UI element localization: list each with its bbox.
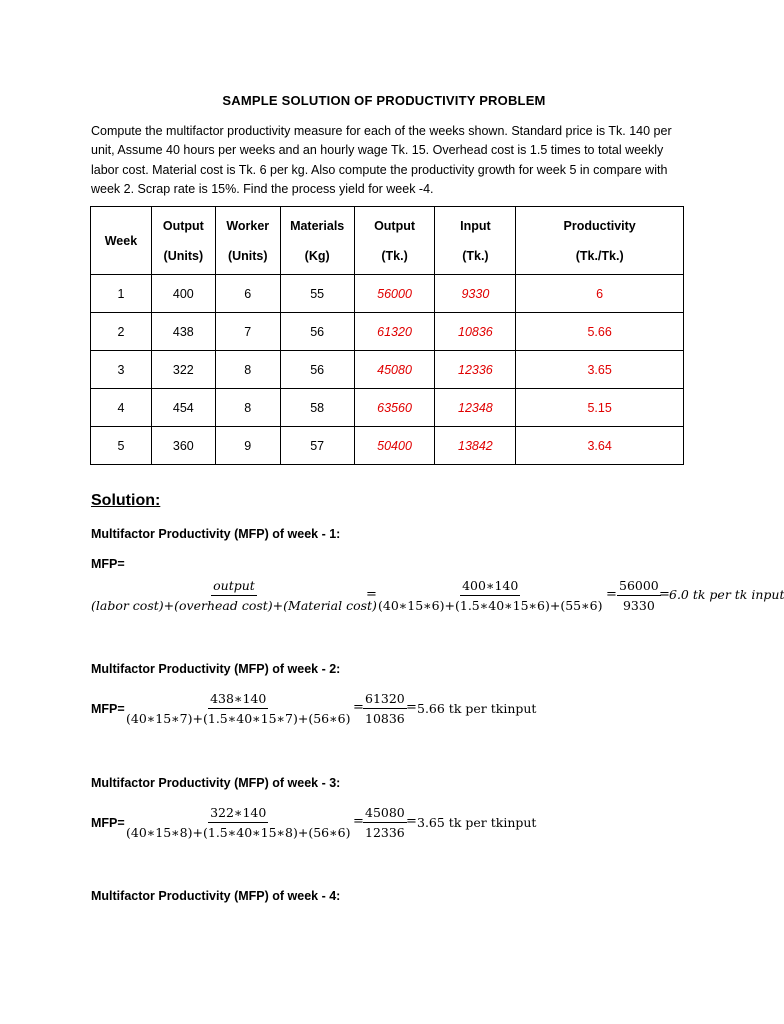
week3-label: Multifactor Productivity (MFP) of week - 3: [91, 776, 341, 790]
cell-input-tk: 12348 [435, 389, 516, 427]
week2-label: Multifactor Productivity (MFP) of week - 2: [91, 662, 341, 676]
productivity-table [90, 206, 684, 465]
week3-sub-numerator: 322∗140 [208, 805, 268, 823]
problem-statement: Compute the multifactor productivity measure for each of the weeks shown. Standard price is Tk. 140 per unit, Assume 40 hours per weeks and an hourly wage Tk. 15. Overhead cost is 1.5 times to total weekly labor cost. Material cost is Tk. 6 per kg. Also compute the productivity growth for week 5 in compare with week 2. Scrap rate is 15%. Find the process yield for week -4. [91, 124, 672, 197]
cell-materials: 56 [280, 313, 354, 351]
table-row [91, 313, 684, 351]
week1-res-denominator: 9330 [622, 598, 655, 613]
week2-substituted-fraction [124, 691, 352, 726]
cell-units: 360 [151, 427, 215, 465]
cell-worker: 7 [215, 313, 280, 351]
cell-materials: 55 [280, 275, 354, 313]
week1-result-fraction [617, 578, 661, 613]
equals-sign: = [353, 814, 364, 829]
week3-res-numerator: 45080 [363, 805, 407, 823]
equals-sign: = [353, 700, 364, 715]
table-row [91, 389, 684, 427]
equals-sign: = [659, 587, 670, 602]
table-row [91, 427, 684, 465]
week2-sub-denominator: (40∗15∗7)+(1.5∗40∗15∗7)+(56∗6) [126, 711, 351, 726]
week2-result-fraction [363, 691, 407, 726]
week1-res-numerator: 56000 [617, 578, 661, 596]
week3-result-fraction [363, 805, 407, 840]
header-output-tk: Output (Tk.) [354, 207, 435, 275]
cell-week: 5 [91, 427, 152, 465]
cell-units: 400 [151, 275, 215, 313]
week1-sub-numerator: 400∗140 [460, 578, 520, 596]
week2-sub-numerator: 438∗140 [208, 691, 268, 709]
cell-materials: 57 [280, 427, 354, 465]
week1-mfp-prefix: MFP= [91, 557, 125, 571]
week1-label: Multifactor Productivity (MFP) of week - 1: [91, 527, 341, 541]
equals-sign: = [366, 587, 377, 602]
cell-productivity: 5.15 [516, 389, 684, 427]
cell-productivity: 3.64 [516, 427, 684, 465]
week1-sub-denominator: (40∗15∗6)+(1.5∗40∗15∗6)+(55∗6) [378, 598, 603, 613]
cell-units: 438 [151, 313, 215, 351]
week2-res-numerator: 61320 [363, 691, 407, 709]
header-input-tk: Input (Tk.) [435, 207, 516, 275]
cell-productivity: 3.65 [516, 351, 684, 389]
week4-label: Multifactor Productivity (MFP) of week - 4: [91, 889, 341, 903]
cell-input-tk: 12336 [435, 351, 516, 389]
cell-materials: 56 [280, 351, 354, 389]
cell-week: 4 [91, 389, 152, 427]
cell-output-tk: 63560 [354, 389, 435, 427]
header-week: Week [91, 207, 152, 275]
page-title: SAMPLE SOLUTION OF PRODUCTIVITY PROBLEM [222, 93, 546, 108]
cell-output-tk: 50400 [354, 427, 435, 465]
week1-general-denominator: (labor cost)+(overhead cost)+(Material cost) [91, 598, 377, 613]
cell-week: 2 [91, 313, 152, 351]
cell-input-tk: 9330 [435, 275, 516, 313]
cell-input-tk: 13842 [435, 427, 516, 465]
cell-units: 454 [151, 389, 215, 427]
week3-res-denominator: 12336 [365, 825, 405, 840]
cell-output-tk: 61320 [354, 313, 435, 351]
week3-mfp-prefix: MFP= [91, 816, 125, 830]
week1-result: 6.0 tk per tk input [669, 587, 784, 602]
header-worker: Worker (Units) [215, 207, 280, 275]
table-row [91, 275, 684, 313]
table-row [91, 351, 684, 389]
cell-worker: 8 [215, 389, 280, 427]
week2-result: 5.66 tk per tkinput [417, 701, 537, 716]
week1-substituted-fraction [376, 578, 604, 613]
cell-worker: 8 [215, 351, 280, 389]
cell-output-tk: 56000 [354, 275, 435, 313]
week3-sub-denominator: (40∗15∗8)+(1.5∗40∗15∗8)+(56∗6) [126, 825, 351, 840]
header-output-units: Output (Units) [151, 207, 215, 275]
cell-worker: 6 [215, 275, 280, 313]
cell-input-tk: 10836 [435, 313, 516, 351]
cell-productivity: 6 [516, 275, 684, 313]
week3-result: 3.65 tk per tkinput [417, 815, 537, 830]
header-productivity: Productivity (Tk./Tk.) [516, 207, 684, 275]
week1-general-numerator: output [211, 578, 257, 596]
cell-worker: 9 [215, 427, 280, 465]
table-header-row [91, 207, 684, 275]
cell-materials: 58 [280, 389, 354, 427]
week2-mfp-prefix: MFP= [91, 702, 125, 716]
equals-sign: = [406, 700, 417, 715]
week1-general-fraction [89, 578, 379, 613]
solution-heading: Solution: [91, 492, 161, 509]
week3-substituted-fraction [124, 805, 352, 840]
equals-sign: = [406, 814, 417, 829]
cell-week: 3 [91, 351, 152, 389]
cell-output-tk: 45080 [354, 351, 435, 389]
cell-units: 322 [151, 351, 215, 389]
week2-res-denominator: 10836 [365, 711, 405, 726]
cell-week: 1 [91, 275, 152, 313]
header-materials: Materials (Kg) [280, 207, 354, 275]
equals-sign: = [606, 587, 617, 602]
cell-productivity: 5.66 [516, 313, 684, 351]
